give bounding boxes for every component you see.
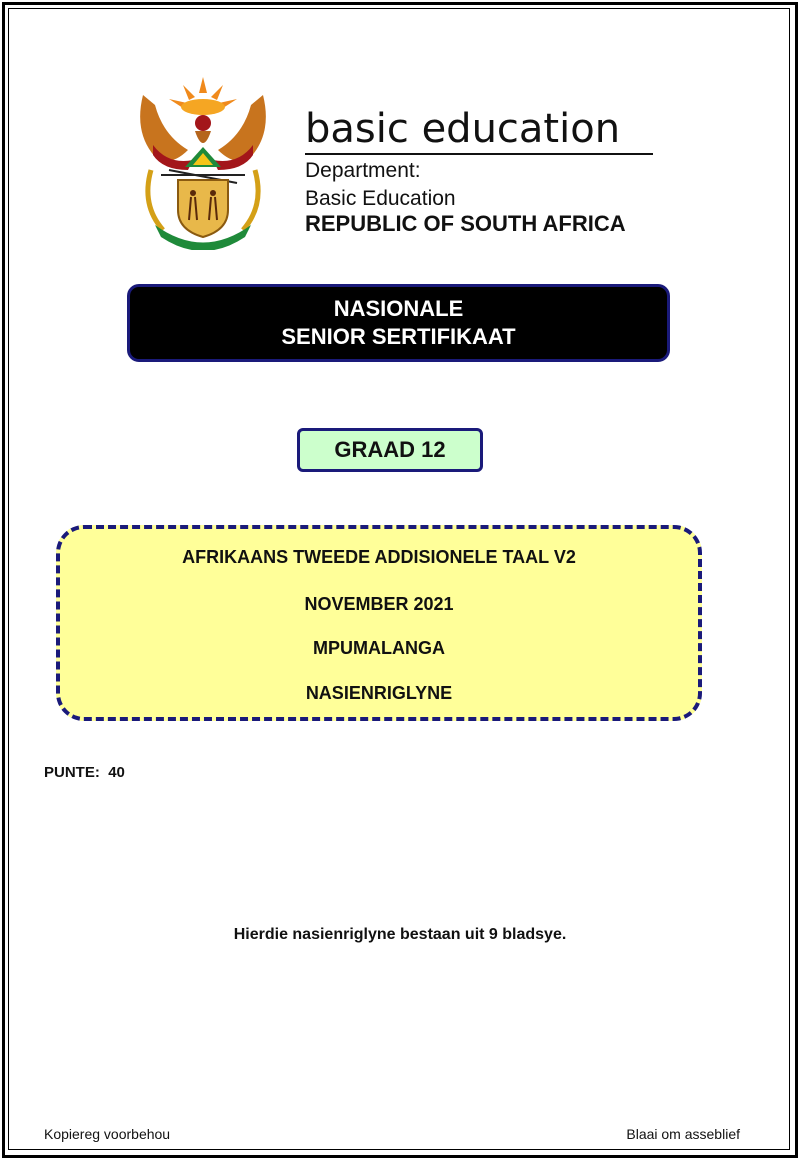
certificate-line-1: NASIONALE [333, 296, 464, 321]
grade-badge: GRAAD 12 [297, 428, 483, 472]
brand-divider [305, 153, 653, 155]
coat-of-arms-icon [133, 75, 273, 250]
province: MPUMALANGA [313, 638, 445, 658]
marks-label: PUNTE: [44, 764, 100, 781]
page-count-note: Hierdie nasienriglyne bestaan uit 9 bladsye. [233, 926, 567, 943]
total-marks [44, 764, 125, 781]
department-name: Basic Education [305, 187, 456, 210]
subject-title: AFRIKAANS TWEEDE ADDISIONELE TAAL V2 [182, 547, 576, 567]
turn-over-footer: Blaai om asseblief [626, 1126, 740, 1142]
copyright-footer: Kopiereg voorbehou [44, 1126, 171, 1142]
document-type: NASIENRIGLYNE [305, 683, 453, 703]
brand-name: basic education [305, 106, 621, 152]
department-logo-text [305, 105, 655, 237]
paper-info-box [56, 525, 702, 721]
certificate-line-2: SENIOR SERTIFIKAAT [281, 324, 516, 349]
certificate-banner [127, 284, 670, 362]
department-label: Department: [305, 159, 421, 182]
marks-value: 40 [108, 764, 125, 781]
country-name: REPUBLIC OF SOUTH AFRICA [305, 211, 626, 236]
exam-date: NOVEMBER 2021 [304, 594, 454, 614]
